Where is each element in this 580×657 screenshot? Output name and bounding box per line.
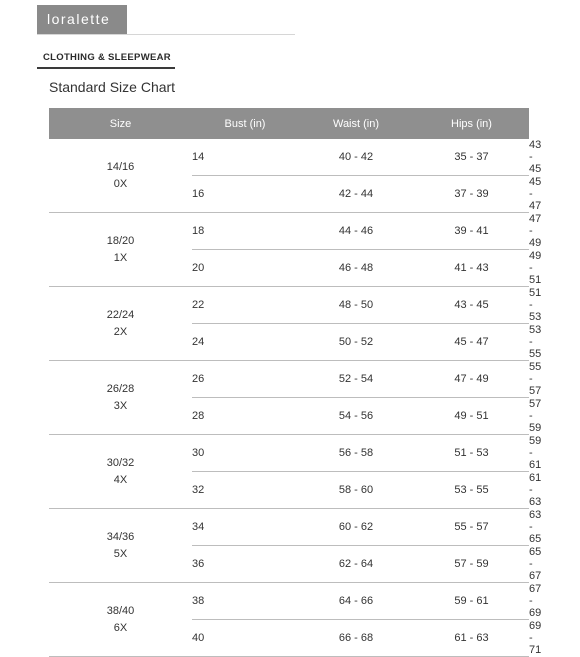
table-row: 32 58 - 60 53 - 55 61 - 63 [192,472,542,508]
brand-name: loralette [47,11,111,27]
size-group-range: 34/36 [106,530,135,543]
size-chart-body [49,139,542,657]
size-group-label [49,583,192,657]
size-group-range: 18/20 [106,234,135,247]
table-row: 28 54 - 56 49 - 51 57 - 59 [192,398,542,434]
table-row: 38/40 6X 38 64 - 66 59 - 61 67 - 69 [49,583,529,620]
bust-cell: 44 - 46 [298,213,414,250]
size-chart-table [49,108,542,657]
waist-cell: 41 - 43 [414,250,529,287]
size-number-cell: 28 [192,398,298,435]
waist-cell: 35 - 37 [414,139,529,176]
bust-cell: 42 - 44 [298,176,414,213]
size-group-plus: 4X [113,473,128,486]
bust-cell: 62 - 64 [298,546,414,583]
size-number-cell: 14 [192,139,298,176]
section-label: CLOTHING & SLEEPWEAR [43,52,171,63]
size-number-cell: 30 [192,435,298,472]
size-number-cell: 34 [192,509,298,546]
waist-cell: 51 - 53 [414,435,529,472]
size-group-plus: 3X [113,399,128,412]
header-size: Size [49,108,192,139]
waist-cell: 47 - 49 [414,361,529,398]
table-row: 16 42 - 44 37 - 39 45 - 47 [192,176,542,212]
size-group-range: 38/40 [106,604,135,617]
bust-cell: 58 - 60 [298,472,414,509]
size-group-label [49,287,192,361]
table-row: 22/24 2X 22 48 - 50 43 - 45 51 - 53 [49,287,529,324]
size-group-plus: 2X [113,325,128,338]
bust-cell: 50 - 52 [298,324,414,361]
bust-cell: 66 - 68 [298,620,414,657]
waist-cell: 37 - 39 [414,176,529,213]
size-group-plus: 0X [113,177,128,190]
size-number-cell: 38 [192,583,298,620]
table-row: 40 66 - 68 61 - 63 69 - 71 [192,620,542,656]
table-row: 34/36 5X 34 60 - 62 55 - 57 63 - 65 [49,509,529,546]
waist-cell: 55 - 57 [414,509,529,546]
header-bust: Bust (in) [192,108,298,139]
size-group-plus: 6X [113,621,128,634]
header-divider [37,34,295,35]
size-group-range: 22/24 [106,308,135,321]
waist-cell: 57 - 59 [414,546,529,583]
waist-cell: 49 - 51 [414,398,529,435]
table-row: 24 50 - 52 45 - 47 53 - 55 [192,324,542,360]
bust-cell: 56 - 58 [298,435,414,472]
waist-cell: 45 - 47 [414,324,529,361]
size-number-cell: 18 [192,213,298,250]
bust-cell: 52 - 54 [298,361,414,398]
waist-cell: 43 - 45 [414,287,529,324]
size-group-range: 26/28 [106,382,135,395]
header-waist: Waist (in) [298,108,414,139]
bust-cell: 60 - 62 [298,509,414,546]
size-number-cell: 32 [192,472,298,509]
size-number-cell: 36 [192,546,298,583]
size-number-cell: 22 [192,287,298,324]
waist-cell: 59 - 61 [414,583,529,620]
size-group-plus: 5X [113,547,128,560]
size-group-label [49,213,192,287]
table-row: 30/32 4X 30 56 - 58 51 - 53 59 - 61 [49,435,529,472]
size-group-label [49,139,192,213]
size-number-cell: 24 [192,324,298,361]
table-row: 18/20 1X 18 44 - 46 39 - 41 47 - 49 [49,213,529,250]
header-hips: Hips (in) [414,108,529,139]
size-group-label [49,509,192,583]
size-number-cell: 26 [192,361,298,398]
bust-cell: 54 - 56 [298,398,414,435]
table-row: 26/28 3X 26 52 - 54 47 - 49 55 - 57 [49,361,529,398]
bust-cell: 40 - 42 [298,139,414,176]
size-number-cell: 16 [192,176,298,213]
size-group-plus: 1X [113,251,128,264]
bust-cell: 46 - 48 [298,250,414,287]
size-group-label [49,435,192,509]
table-row: 14/16 0X 14 40 - 42 35 - 37 43 - 45 [49,139,529,176]
size-number-cell: 40 [192,620,298,657]
bust-cell: 48 - 50 [298,287,414,324]
size-number-cell: 20 [192,250,298,287]
size-group-range: 30/32 [106,456,135,469]
bust-cell: 64 - 66 [298,583,414,620]
page-title: Standard Size Chart [49,79,176,95]
size-group-range: 14/16 [106,160,135,173]
table-row: 20 46 - 48 41 - 43 49 - 51 [192,250,542,286]
section-underline [37,67,175,69]
waist-cell: 39 - 41 [414,213,529,250]
size-group-label [49,361,192,435]
table-header-row [49,108,529,139]
brand-logo [37,5,127,34]
waist-cell: 53 - 55 [414,472,529,509]
table-row: 36 62 - 64 57 - 59 65 - 67 [192,546,542,582]
waist-cell: 61 - 63 [414,620,529,657]
